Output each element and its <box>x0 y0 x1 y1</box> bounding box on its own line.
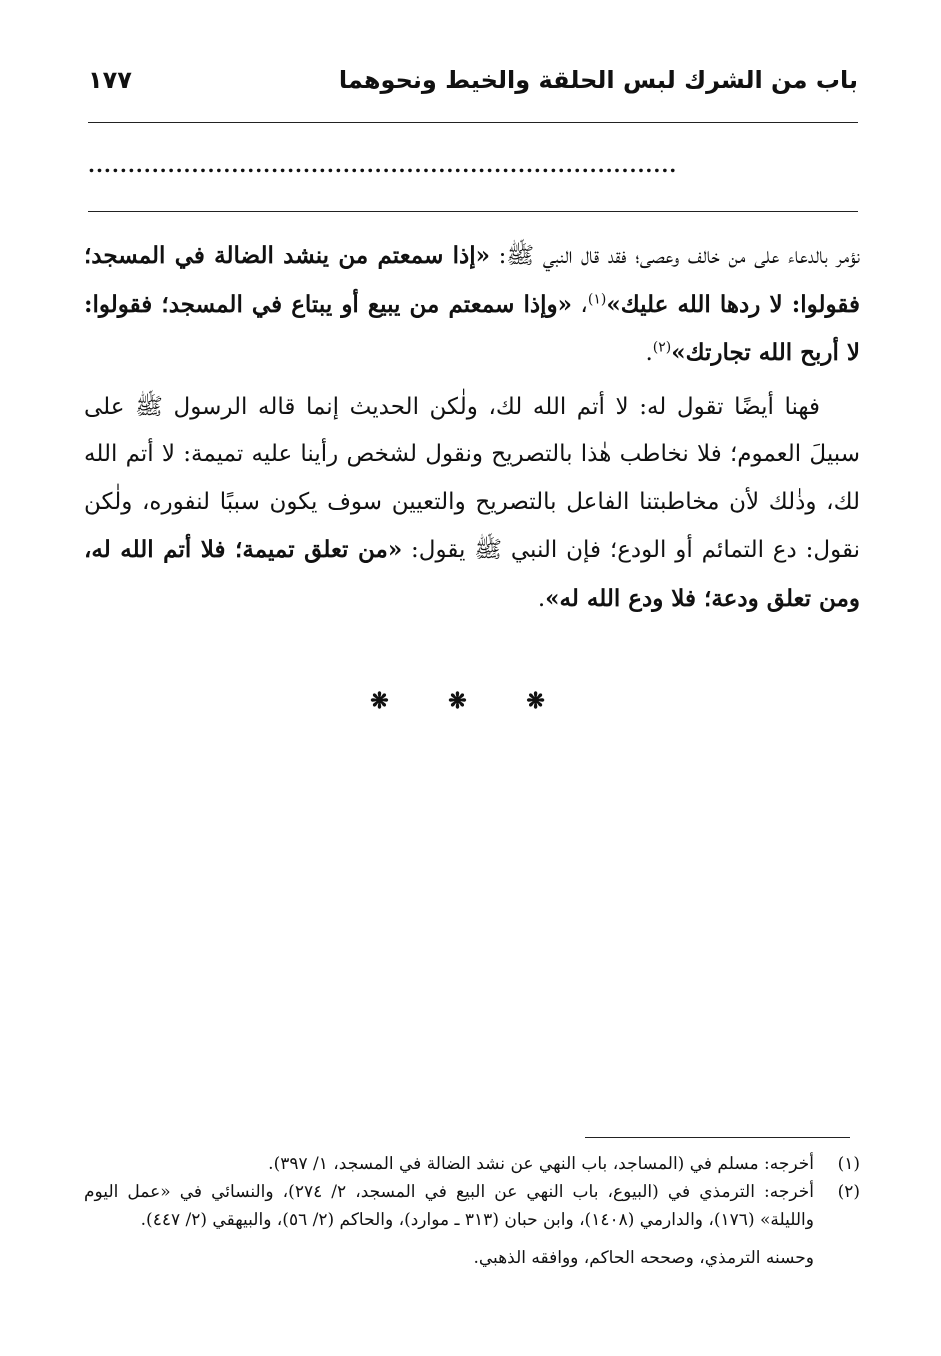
page-number: ١٧٧ <box>88 66 132 94</box>
page-header <box>80 62 858 102</box>
paragraph-2 <box>84 384 860 624</box>
paragraph-1-text-3: . <box>645 340 653 366</box>
footnote-1-text: أخرجه: مسلم في (المساجد، باب النهي عن نشد الضالة في المسجد، ١/ ٣٩٧). <box>268 1154 814 1174</box>
footnote-2 <box>84 1178 860 1234</box>
footnotes <box>84 1150 860 1272</box>
footnote-2-text: أخرجه: الترمذي في (البيوع، باب النهي عن البيع في المسجد، ٢/ ٢٧٤)، والنسائي في «عمل اليوم والليلة» (١٧٦)، والدارمي (١٤٠٨)، وابن حبان (٣١٣ ـ موارد)، والحاكم (٢/ ٥٦)، والبيهقي (٢/ ٤٤٧). <box>84 1182 814 1230</box>
main-text <box>84 232 860 629</box>
section-separator: ❋ ❋ ❋ <box>370 688 571 714</box>
footnote-2-number: (٢) <box>837 1182 860 1202</box>
chapter-title: باب من الشرك لبس الحلقة والخيط ونحوهما <box>338 66 858 94</box>
hadith-quote-3: «من تعلق تميمة؛ فلا أتم الله له، ومن تعلق ودعة؛ فلا ودع الله له» <box>84 536 860 612</box>
footnote-2-grading: وحسنه الترمذي، وصححه الحاكم، ووافقه الذهبي. <box>473 1248 814 1268</box>
paragraph-2-text-1: فهنا أيضًا تقول له: لا أتم الله لك، ولٰكن الحديث إنما قاله الرسول ﷺ على سبيلَ العموم؛ فلا نخاطب هٰذا بالتصريح ونقول لشخص رأينا عليه تميمة: لا أتم الله لك، وذٰلك لأن مخاطبتنا الفاعل بالتصريح والتعيين سوف يكون سببًا لنفوره، ولٰكن نقول: دع التمائم أو الودع؛ فإن النبي ﷺ يقول: <box>84 393 860 563</box>
footnote-ref-1: (١) <box>587 290 607 307</box>
footnote-1 <box>84 1150 860 1178</box>
paragraph-1 <box>84 232 860 378</box>
ellipsis-line: .......................................................................... <box>88 153 678 177</box>
hadith-quote-1: «إذا سمعتم من ينشد الضالة في المسجد؛ فقولوا: لا ردها الله عليك» <box>84 242 861 318</box>
footnote-divider <box>585 1137 850 1138</box>
content-divider <box>88 211 858 212</box>
paragraph-2-text-2: . <box>537 585 546 612</box>
header-divider <box>88 122 858 123</box>
paragraph-1-text-2: ، <box>572 291 588 318</box>
paragraph-1-text-1: نؤمر بالدعاء على من خالف وعصى؛ فقد قال النبي ﷺ: <box>490 243 860 269</box>
footnote-ref-2: (٢) <box>652 339 672 356</box>
footnote-1-number: (١) <box>837 1154 860 1174</box>
hadith-quote-2: «وإذا سمعتم من يبيع أو يبتاع في المسجد؛ فقولوا: لا أربح الله تجارتك» <box>84 290 860 366</box>
